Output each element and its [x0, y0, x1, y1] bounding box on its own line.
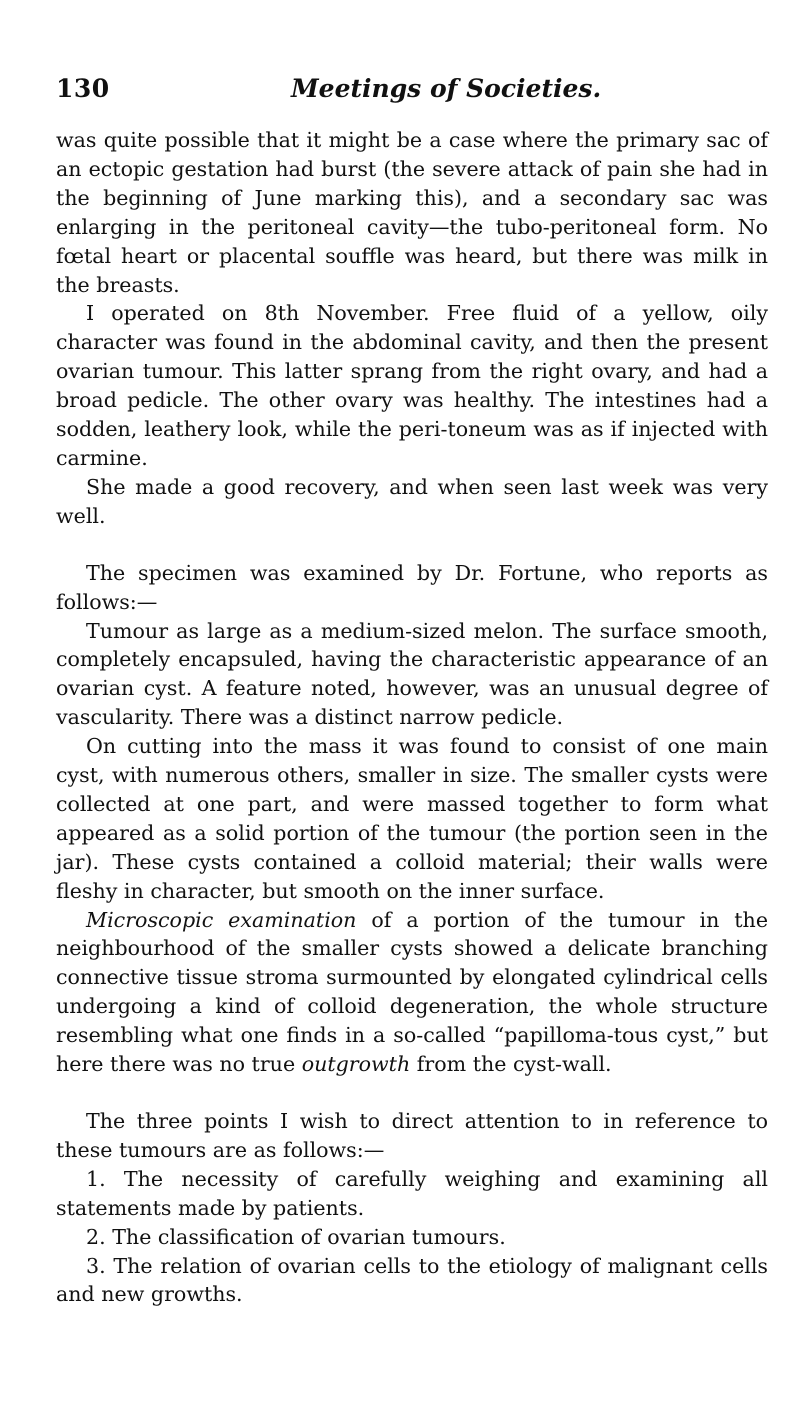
paragraph-operation: I operated on 8th November. Free fluid of a yellow, oily character was found in the abdominal cavity, and then the present ovarian tumour. This latter sprang from the right ovary, and had a broad pedicle. The other ovary was healthy. The intestines had a sodden, leathery look, while the peri-toneum was as if injected with carmine.	[56, 301, 768, 470]
paragraph-microscopic	[56, 906, 768, 1079]
page-header	[56, 74, 750, 108]
page-number: 130	[56, 74, 110, 103]
body-text	[56, 126, 768, 1309]
microscopic-text: of a portion of the tumour in the neighbourhood of the smaller cysts showed a delicate branching connective tissue stroma surmounted by elongated cylindrical cells undergoing a kind of colloid degeneration, the whole structure resembling what one finds in a so-called “papilloma-tous cyst,” but here there was no true	[56, 907, 769, 1077]
paragraph-continuation: was quite possible that it might be a case where the primary sac of an ectopic gestation had burst (the severe attack of pain she had in the beginning of June marking this), and a secondary sac was enlarging in the peritoneal cavity—the tubo-peritoneal form. No fœtal heart or placental souffle was heard, but there was milk in the breasts.	[56, 128, 768, 297]
italic-microscopic-examination: Microscopic examination	[86, 907, 357, 932]
italic-outgrowth: outgrowth	[301, 1052, 411, 1077]
running-title: Meetings of Societies.	[291, 74, 602, 103]
list-item-2: 2. The classification of ovarian tumours.	[86, 1224, 506, 1249]
list-item-3: 3. The relation of ovarian cells to the etiology of malignant cells and new growths.	[56, 1253, 768, 1307]
paragraph-specimen-intro: The specimen was examined by Dr. Fortune, who reports as follows:—	[56, 560, 768, 614]
microscopic-text-end: from the cyst-wall.	[410, 1052, 612, 1077]
paragraph-cutting: On cutting into the mass it was found to consist of one main cyst, with numerous others, smaller in size. The smaller cysts were collected at one part, and were massed together to form what appeared as a solid portion of the tumour (the portion seen in the jar). These cysts contained a colloid material; their walls were fleshy in character, but smooth on the inner surface.	[56, 734, 768, 903]
paragraph-three-points: The three points I wish to direct attention to in reference to these tumours are as follows:—	[56, 1109, 768, 1162]
paragraph-recovery: She made a good recovery, and when seen last week was very well.	[56, 474, 768, 528]
list-item-1: 1. The necessity of carefully weighing and examining all statements made by patients.	[56, 1166, 768, 1220]
paragraph-tumour-description: Tumour as large as a medium-sized melon. The surface smooth, completely encapsuled, having the characteristic appearance of an ovarian cyst. A feature noted, however, was an unusual degree of vascularity. There was a distinct narrow pedicle.	[56, 618, 768, 730]
